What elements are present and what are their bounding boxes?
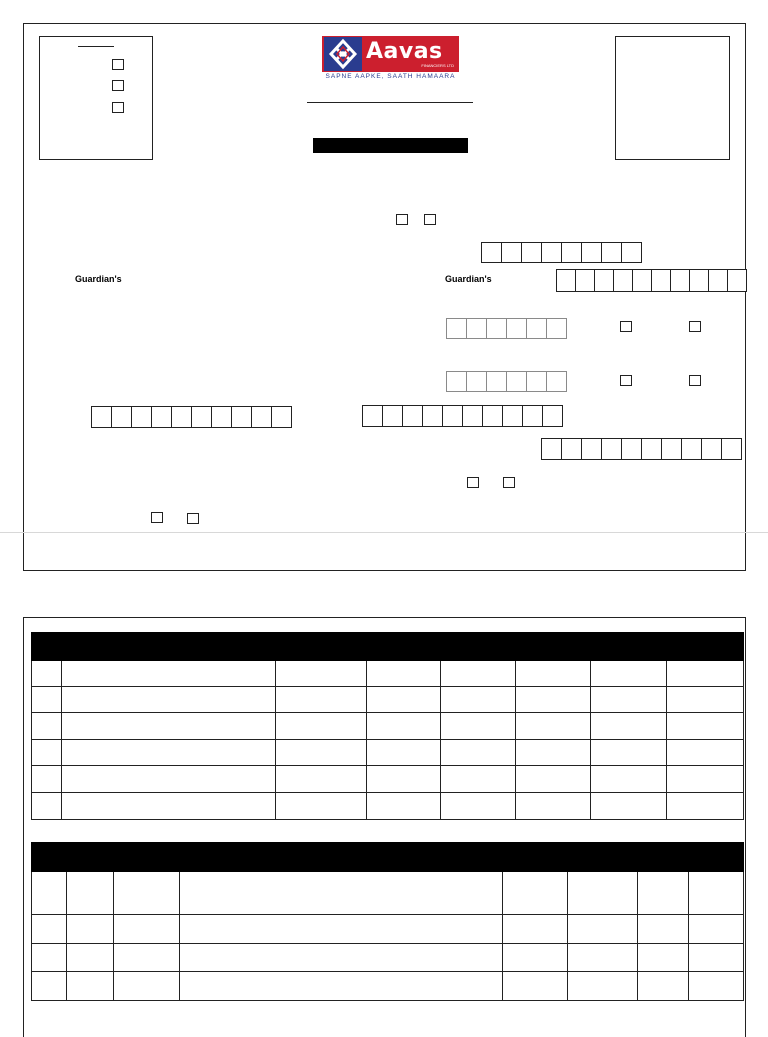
choice-checkbox-b2[interactable] <box>689 321 701 332</box>
dob-cells[interactable] <box>481 242 642 263</box>
code-cells-2[interactable] <box>446 371 567 392</box>
table-row <box>32 687 744 713</box>
details-table-2 <box>31 842 744 1001</box>
guardian-label-right: Guardian's <box>445 274 492 284</box>
table-row <box>32 793 744 820</box>
choice-checkbox-e1[interactable] <box>151 512 163 523</box>
section-divider <box>0 532 768 533</box>
option-checkbox-3[interactable] <box>112 102 124 113</box>
choice-checkbox-e2[interactable] <box>187 513 199 524</box>
table-row <box>32 915 744 944</box>
choice-checkbox-c2[interactable] <box>689 375 701 386</box>
account-number-cells[interactable] <box>541 438 742 460</box>
option-box-underline <box>78 46 114 47</box>
details-table-1 <box>31 632 744 820</box>
table-row <box>32 766 744 793</box>
logo-brand-name: Aavas <box>366 39 443 64</box>
header-underline <box>307 102 473 103</box>
code-cells-1[interactable] <box>446 318 567 339</box>
logo-brand-suffix: FINANCIERS LTD <box>421 63 454 68</box>
choice-checkbox-d2[interactable] <box>503 477 515 488</box>
guardian-label-left: Guardian's <box>75 274 122 284</box>
phone-cells-right[interactable] <box>362 405 563 427</box>
table-row <box>32 872 744 915</box>
choice-checkbox-a2[interactable] <box>424 214 436 225</box>
table-1-header <box>32 633 744 661</box>
logo-tagline: SAPNE AAPKE, SAATH HAMAARA <box>325 73 456 80</box>
logo-emblem-icon <box>324 37 362 71</box>
option-checkbox-2[interactable] <box>112 80 124 91</box>
table-row <box>32 713 744 740</box>
table-row <box>32 972 744 1001</box>
guardian-id-cells[interactable] <box>556 269 747 292</box>
option-checkbox-1[interactable] <box>112 59 124 70</box>
choice-checkbox-c1[interactable] <box>620 375 632 386</box>
choice-checkbox-d1[interactable] <box>467 477 479 488</box>
table-row <box>32 661 744 687</box>
table-2-header <box>32 843 744 872</box>
form-title-bar <box>313 138 468 153</box>
choice-checkbox-a1[interactable] <box>396 214 408 225</box>
choice-checkbox-b1[interactable] <box>620 321 632 332</box>
table-row <box>32 944 744 972</box>
table-row <box>32 740 744 766</box>
option-box <box>39 36 153 160</box>
company-logo <box>322 36 459 82</box>
phone-cells-left[interactable] <box>91 406 292 428</box>
photo-box <box>615 36 730 160</box>
